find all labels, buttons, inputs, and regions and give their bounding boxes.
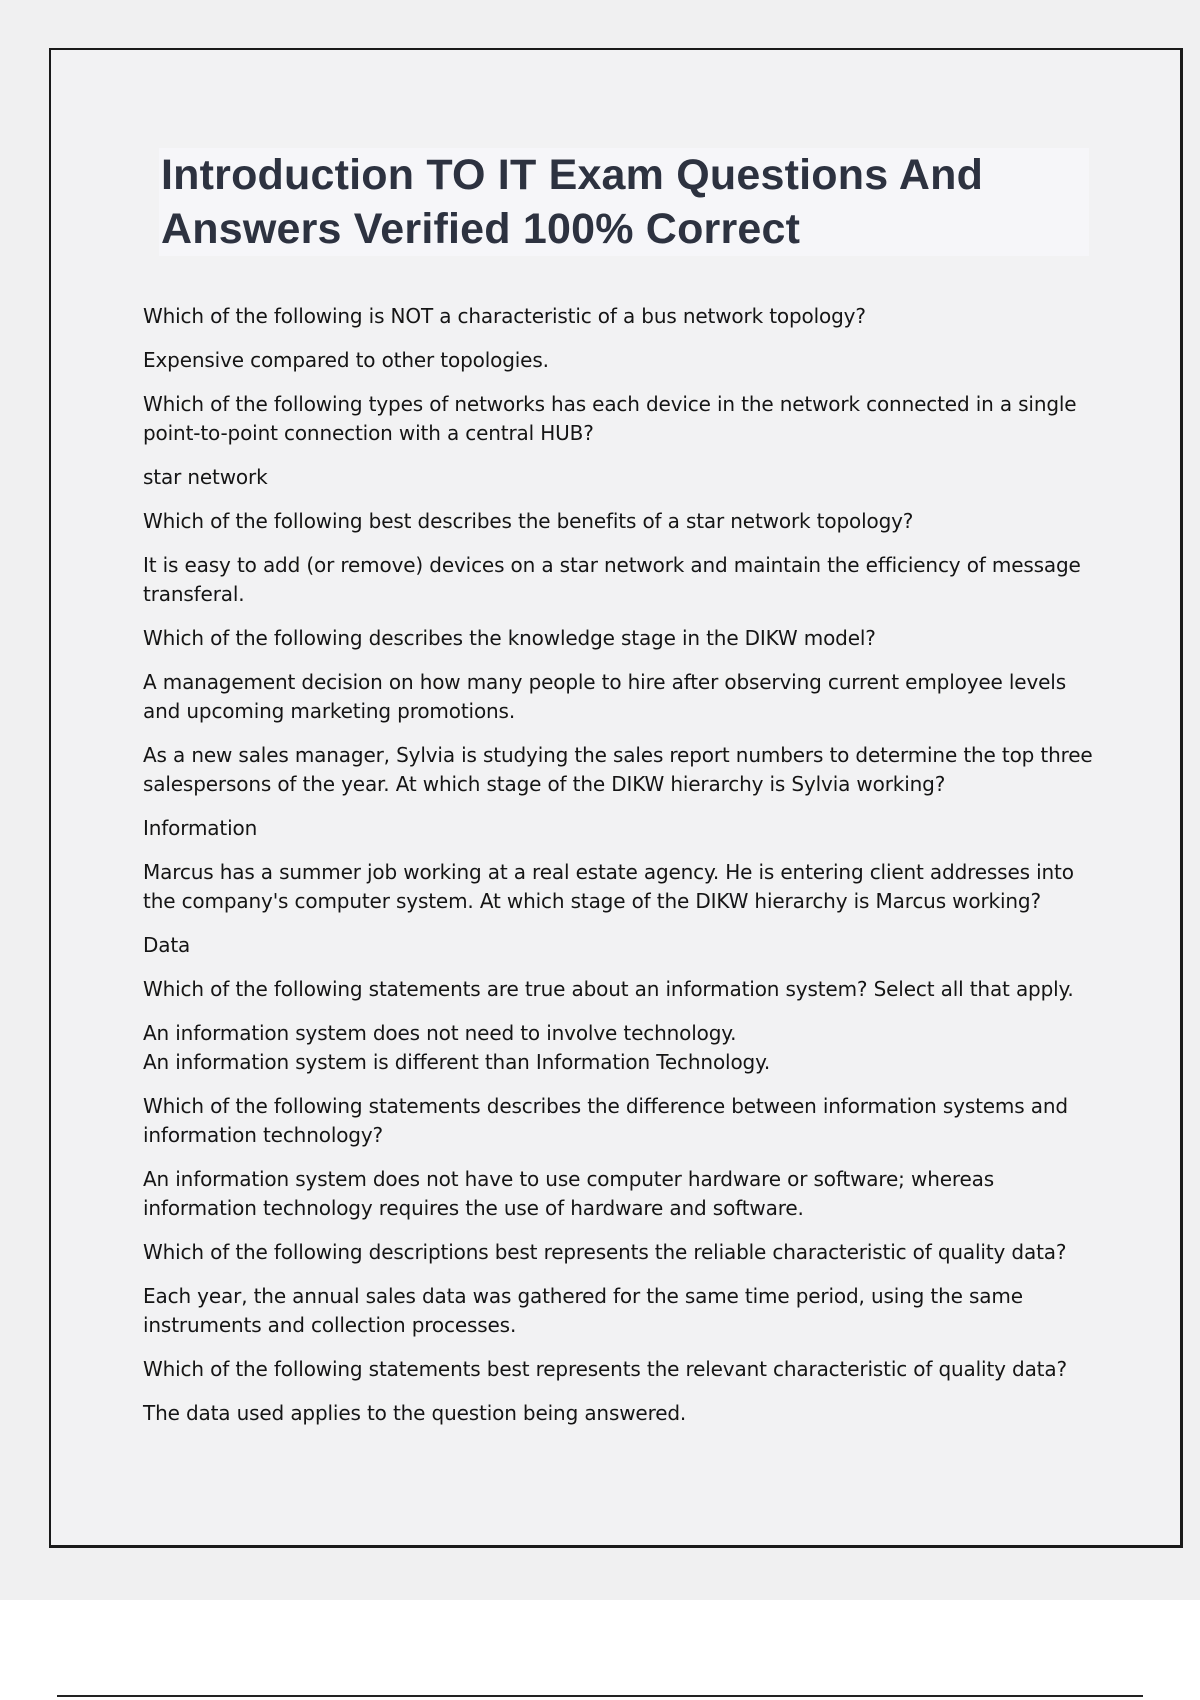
answer-1: Expensive compared to other topologies.	[143, 348, 549, 372]
answer-5: Information	[143, 816, 258, 840]
question-9: Which of the following descriptions best represents the reliable characteristic of quality data?	[143, 1240, 1067, 1264]
document-title: Introduction TO IT Exam Questions And Answers Verified 100% Correct	[161, 151, 984, 253]
answer-9: Each year, the annual sales data was gathered for the same time period, using the same instruments and collection processes.	[143, 1284, 1023, 1337]
question-3: Which of the following best describes the benefits of a star network topology?	[143, 509, 914, 533]
title-block	[159, 148, 1089, 256]
question-6: Marcus has a summer job working at a real estate agency. He is entering client addresses into the company's computer system. At which stage of the DIKW hierarchy is Marcus working?	[143, 860, 1074, 913]
question-8: Which of the following statements describes the difference between information systems and information technology?	[143, 1094, 1068, 1147]
answer-8: An information system does not have to use computer hardware or software; whereas information technology requires the use of hardware and software.	[143, 1167, 995, 1220]
question-4: Which of the following describes the knowledge stage in the DIKW model?	[143, 626, 876, 650]
question-5: As a new sales manager, Sylvia is studying the sales report numbers to determine the top three salespersons of the year. At which stage of the DIKW hierarchy is Sylvia working?	[143, 743, 1093, 796]
answer-2: star network	[143, 465, 268, 489]
qa-list	[143, 302, 1093, 1443]
footer-divider	[57, 1695, 1143, 1697]
answer-10: The data used applies to the question being answered.	[143, 1401, 687, 1425]
question-1: Which of the following is NOT a characteristic of a bus network topology?	[143, 304, 866, 328]
answer-4: A management decision on how many people to hire after observing current employee levels and upcoming marketing promotions.	[143, 670, 1066, 723]
question-10: Which of the following statements best represents the relevant characteristic of quality data?	[143, 1357, 1067, 1381]
answer-7: An information system does not need to involve technology. An information system is different than Information Technology.	[143, 1021, 771, 1074]
question-2: Which of the following types of networks has each device in the network connected in a single point-to-point connection with a central HUB?	[143, 392, 1077, 445]
answer-6: Data	[143, 933, 191, 957]
question-7: Which of the following statements are true about an information system? Select all that apply.	[143, 977, 1074, 1001]
answer-3: It is easy to add (or remove) devices on a star network and maintain the efficiency of message transferal.	[143, 553, 1081, 606]
